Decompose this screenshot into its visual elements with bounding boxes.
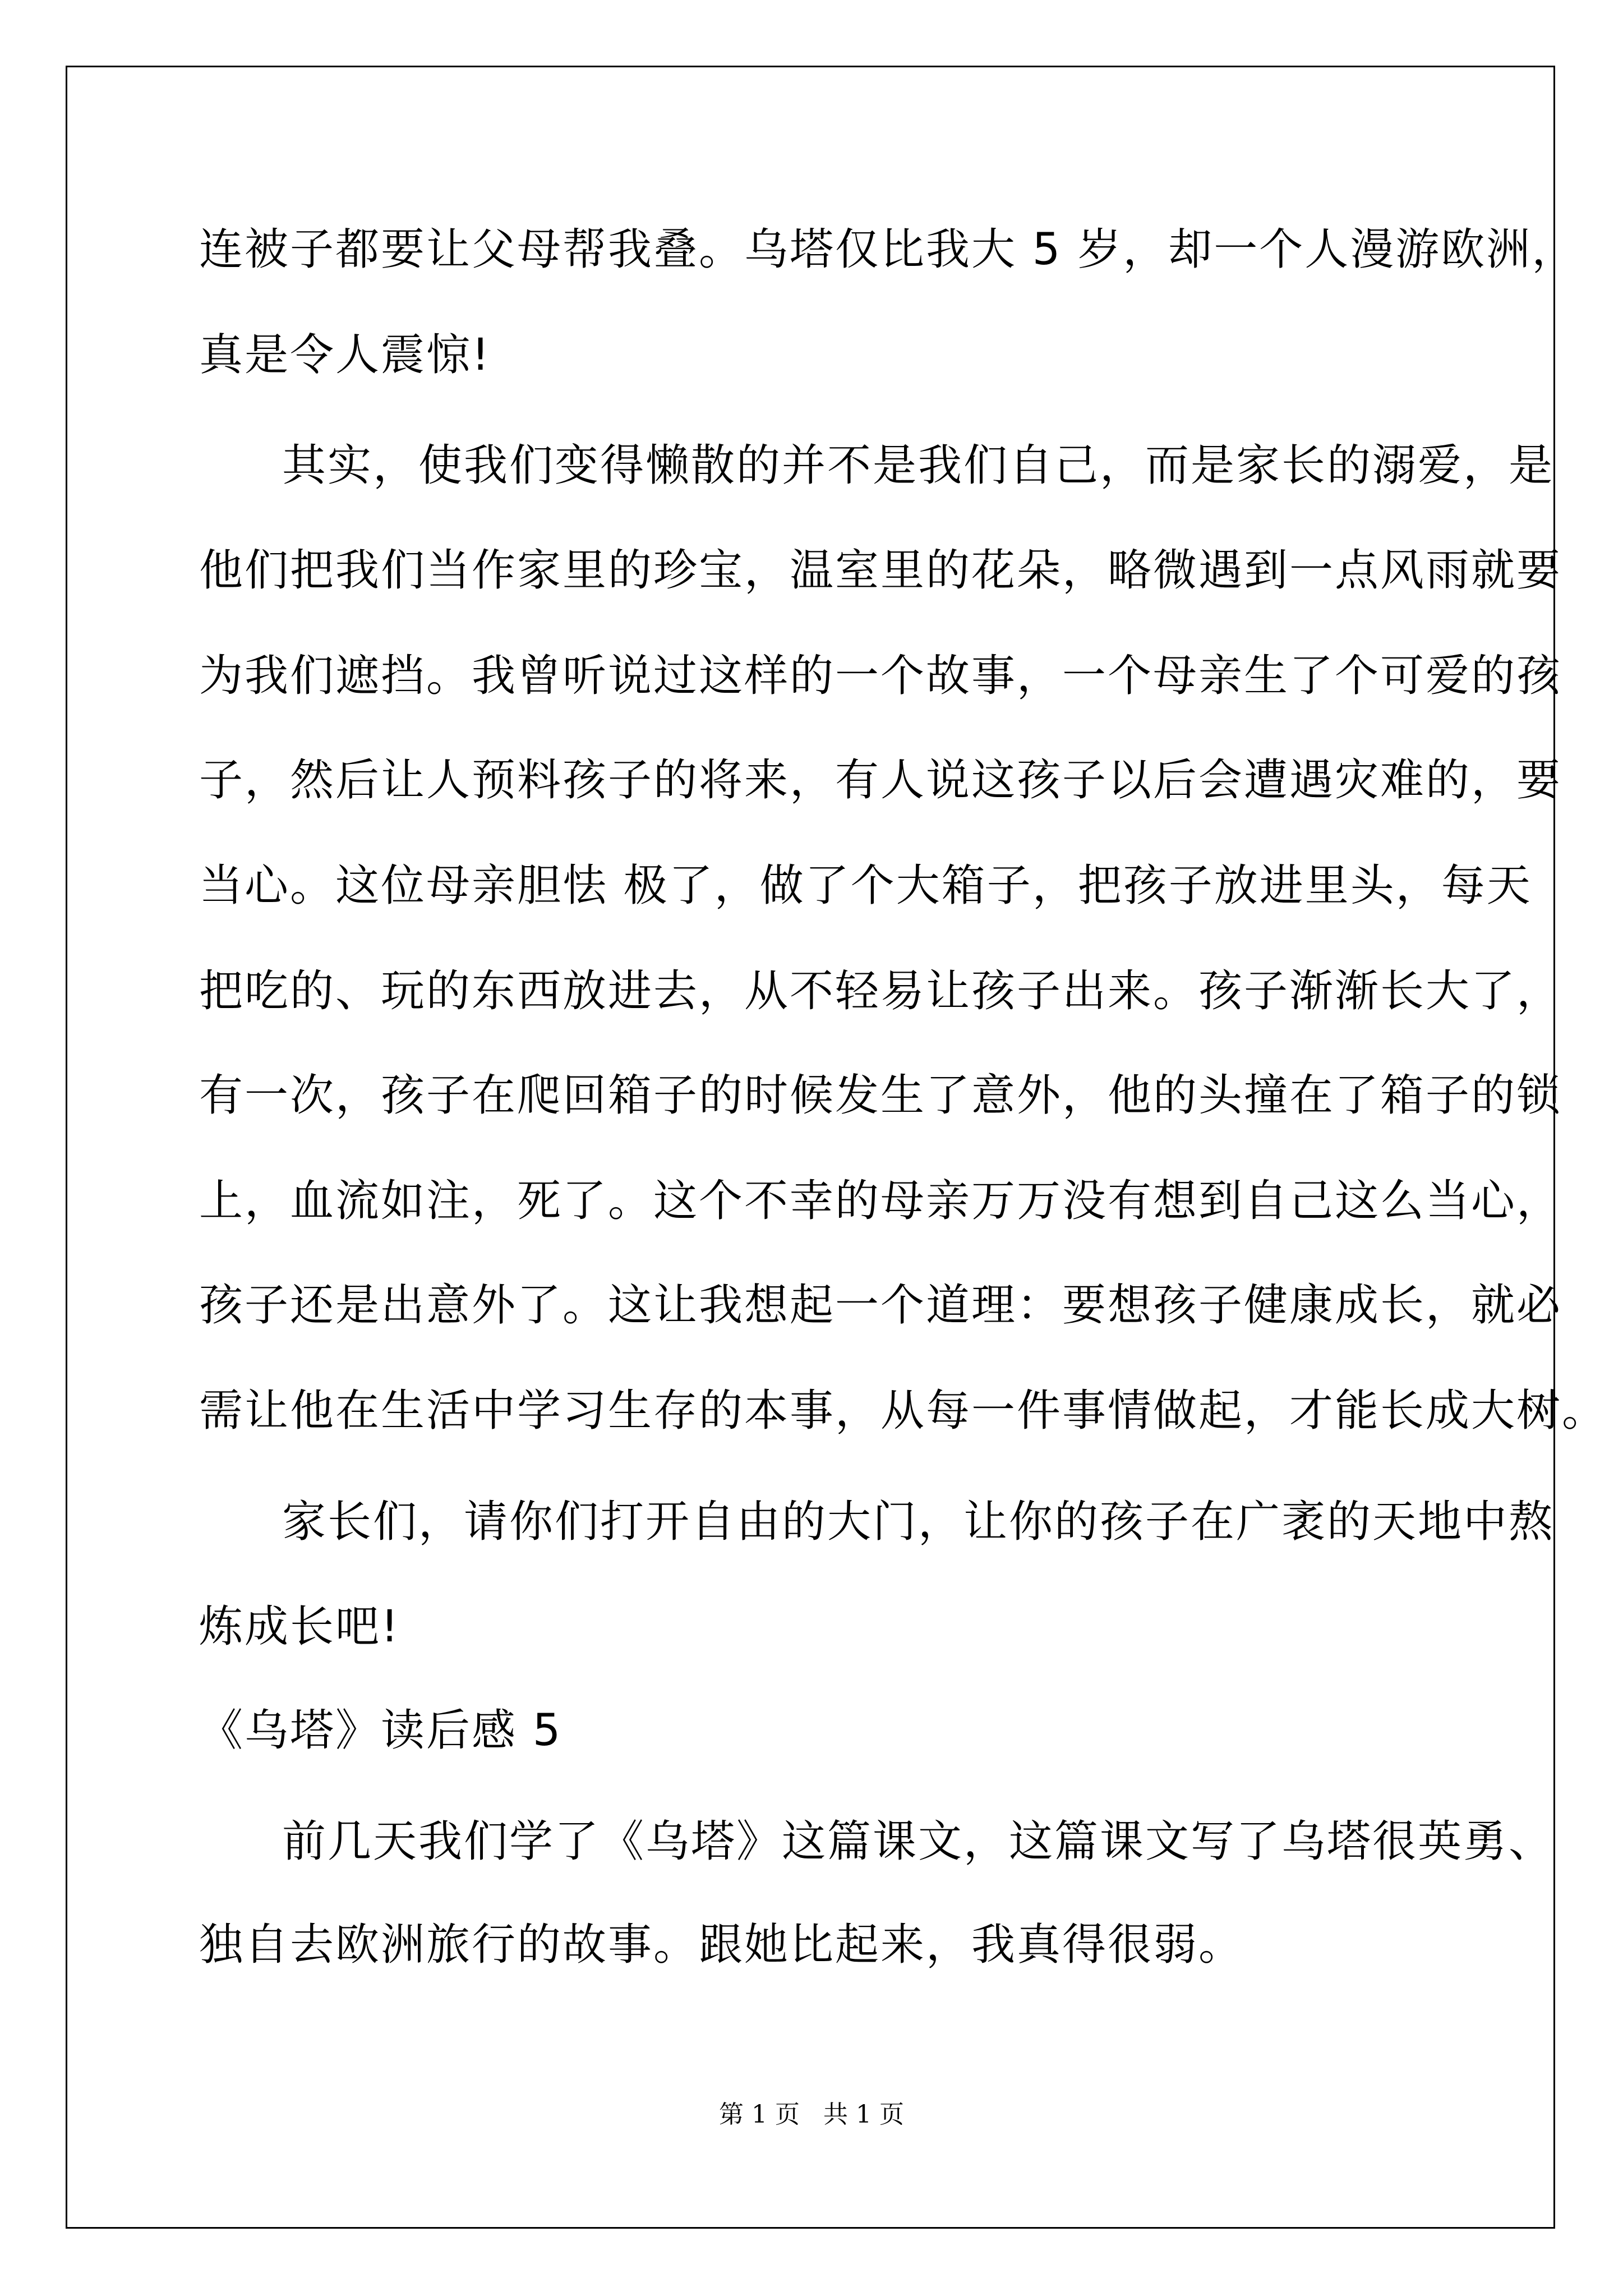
text-line: 上，血流如注，死了。这个不幸的母亲万万没有想到自己这么当心， (199, 1176, 1562, 1226)
text-line: 当心。这位母亲胆怯 极了，做了个大箱子，把孩子放进里头，每天 (199, 861, 1532, 911)
page-frame (66, 66, 1555, 2229)
text-line: 独自去欧洲旅行的故事。跟她比起来，我真得很弱。 (199, 1920, 1244, 1970)
text-line: 为我们遮挡。我曾听说过这样的一个故事，一个母亲生了个可爱的孩 (199, 651, 1562, 701)
text-line: 连被子都要让父母帮我叠。乌塔仅比我大 5 岁，却一个人漫游欧洲， (199, 224, 1578, 275)
text-line: 家长们，请你们打开自由的大门，让你的孩子在广袤的天地中熬 (282, 1497, 1555, 1547)
page-footer: 第 1 页 共 1 页 (719, 2100, 904, 2129)
text-line: 炼成长吧! (199, 1602, 400, 1652)
text-line: 需让他在生活中学习生存的本事，从每一件事情做起，才能长成大树。 (199, 1386, 1608, 1436)
text-line: 子，然后让人预料孩子的将来，有人说这孩子以后会遭遇灾难的，要 (199, 755, 1562, 806)
text-line: 其实，使我们变得懒散的并不是我们自己，而是家长的溺爱，是 (282, 440, 1555, 491)
text-line: 他们把我们当作家里的珍宝，温室里的花朵，略微遇到一点风雨就要 (199, 545, 1562, 596)
text-line: 有一次，孩子在爬回箱子的时候发生了意外，他的头撞在了箱子的锁 (199, 1070, 1562, 1121)
text-line: 孩子还是出意外了。这让我想起一个道理：要想孩子健康成长，就必 (199, 1280, 1562, 1331)
text-line: 前几天我们学了《乌塔》这篇课文，这篇课文写了乌塔很英勇、 (282, 1816, 1555, 1867)
text-line: 把吃的、玩的东西放进去，从不轻易让孩子出来。孩子渐渐长大了， (199, 966, 1562, 1016)
text-line: 真是令人震惊! (199, 330, 491, 380)
section-heading: 《乌塔》读后感 5 (199, 1705, 562, 1756)
